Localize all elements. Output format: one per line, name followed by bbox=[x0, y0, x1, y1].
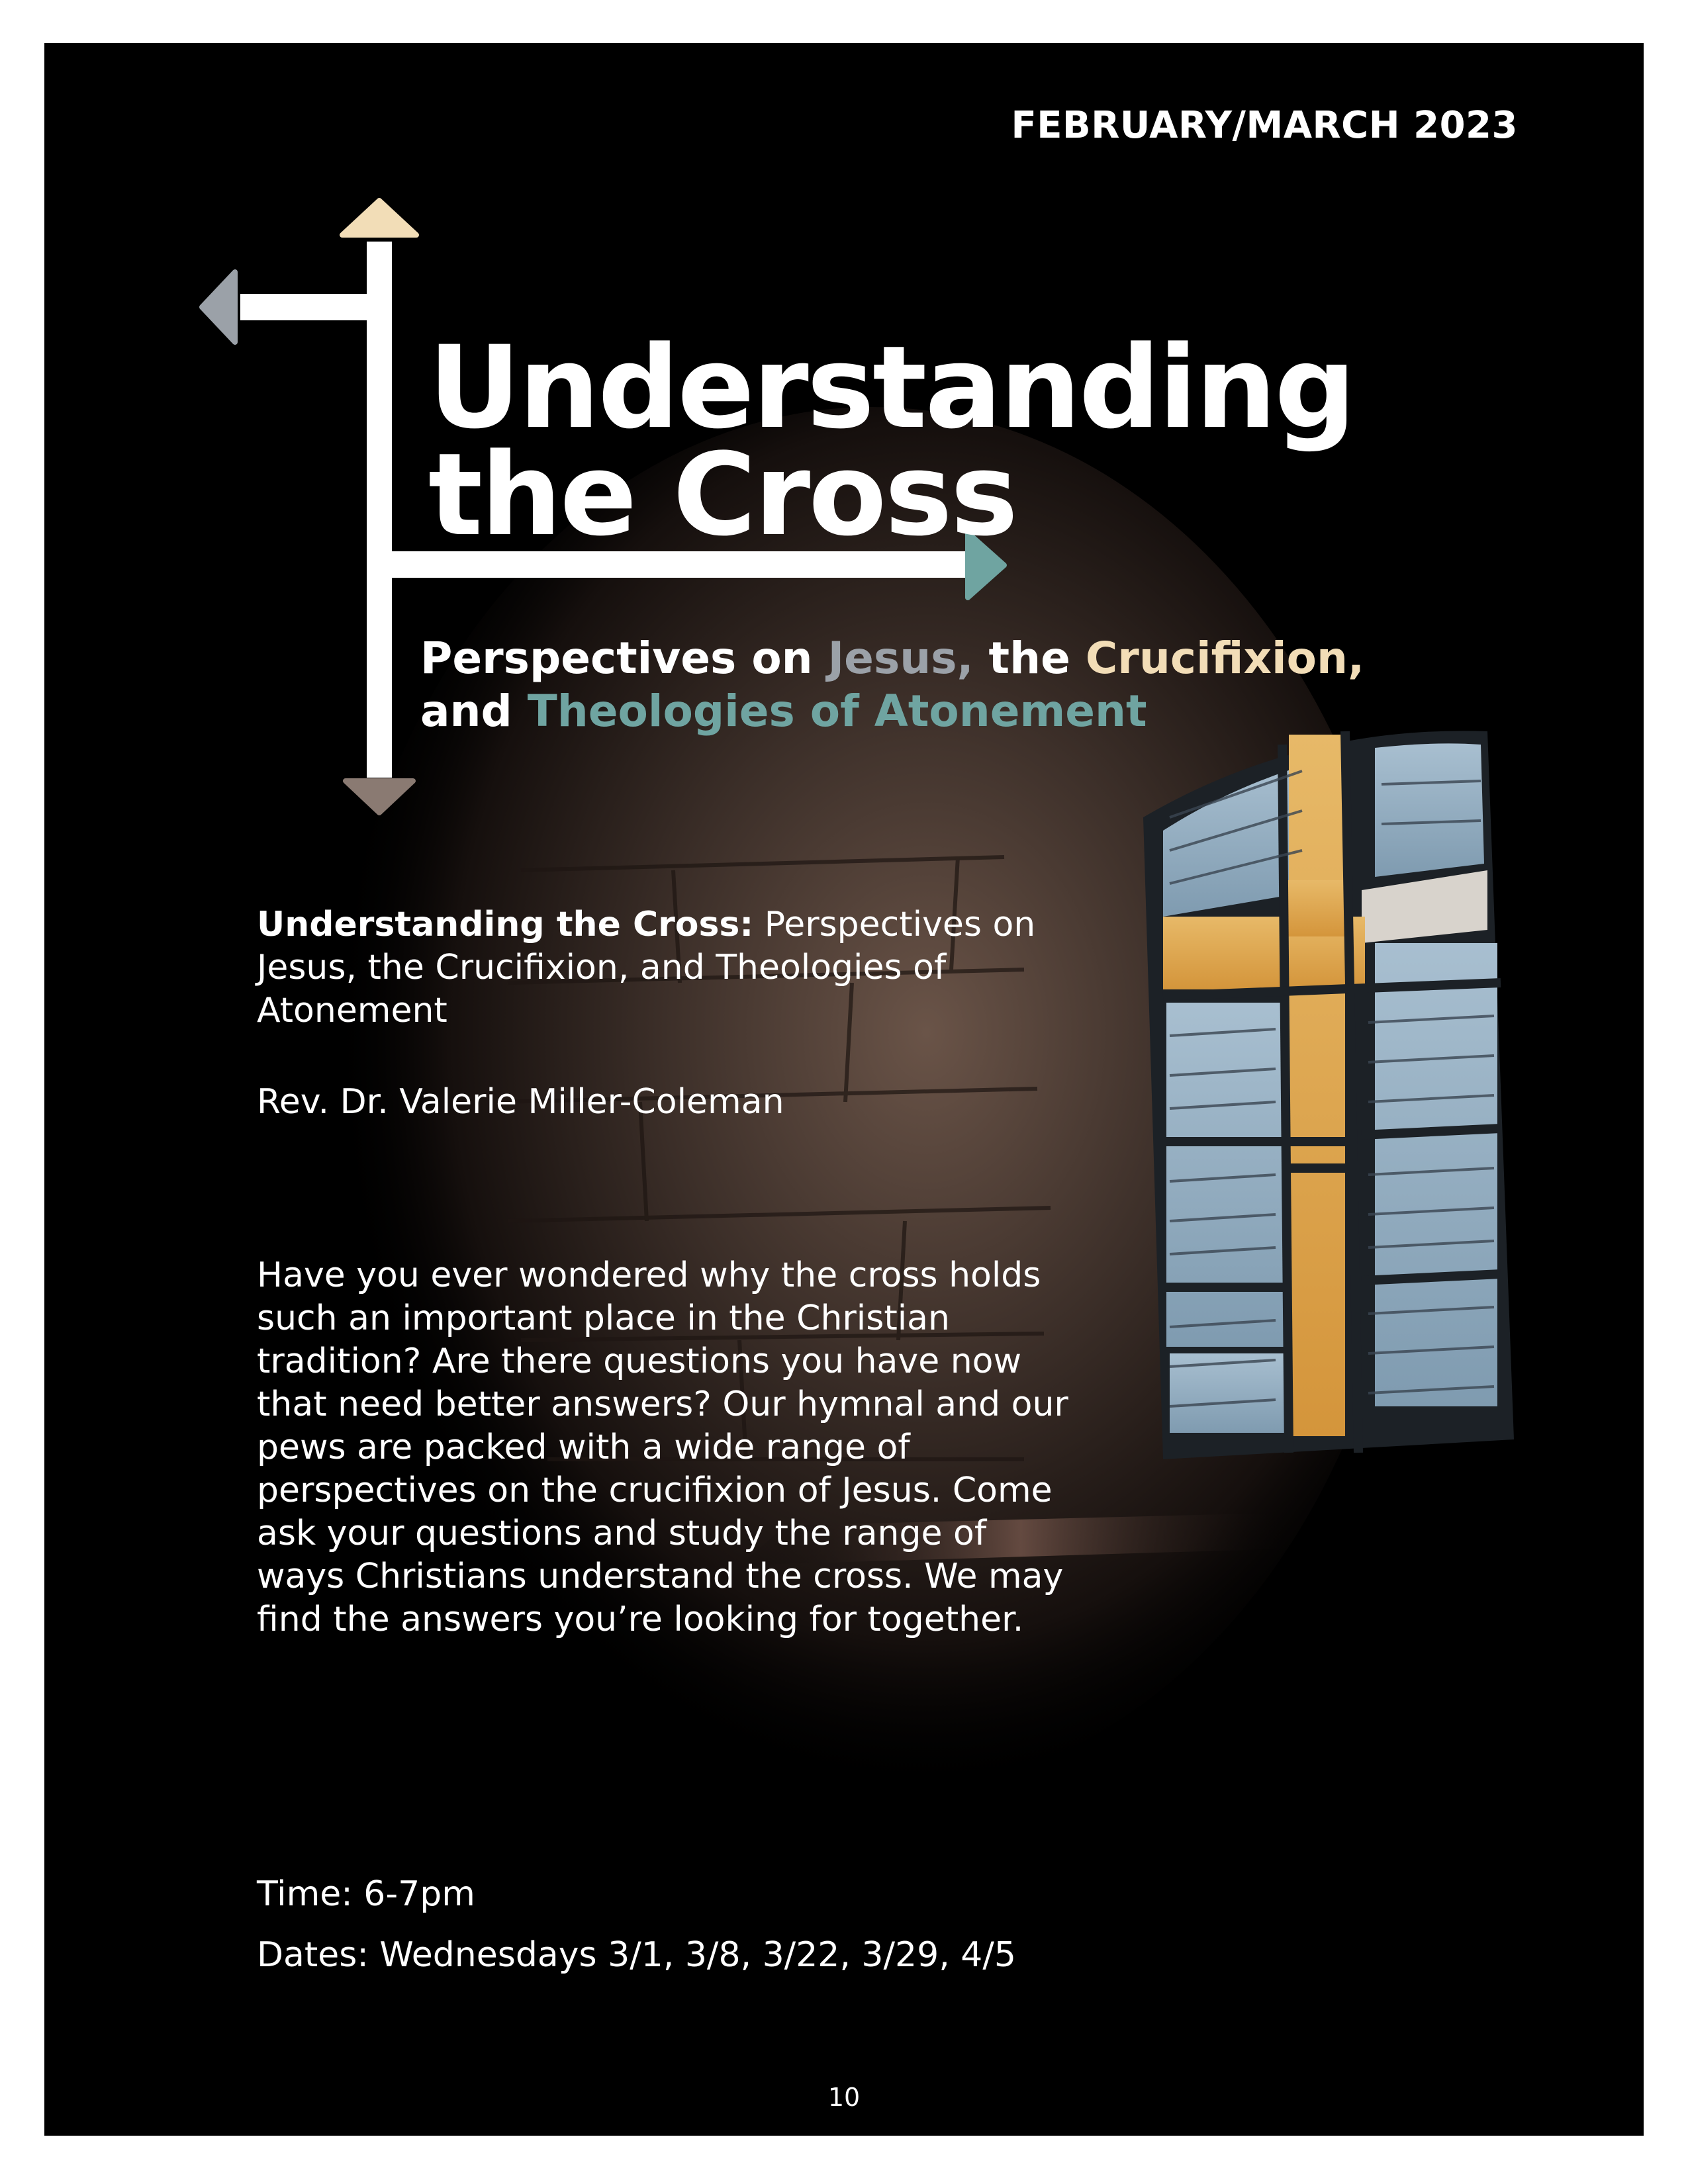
subtitle-part-5: and bbox=[420, 686, 528, 737]
course-name-rest: Perspectives on Jesus, the Crucifixion, and Theologies of Atonement bbox=[257, 905, 1036, 1030]
arrow-left-icon bbox=[202, 272, 235, 342]
flyer-panel bbox=[44, 43, 1644, 2136]
arrow-up-icon bbox=[342, 201, 416, 235]
course-description: Have you ever wondered why the cross holds such an important place in the Christian tradition? Are there questions you have now that need better answers? Our hymnal and our pews are packed with a wide range of perspectives on the crucifixion of Jesus. Come ask your questions and study the range of ways Christians understand the cross. We may find the answers you’re looking for together. bbox=[257, 1255, 1068, 1639]
subtitle-crucifixion: Crucifixion, bbox=[1085, 633, 1365, 684]
subtitle-part-3: the bbox=[973, 633, 1086, 684]
subtitle-jesus: Jesus, bbox=[827, 633, 974, 684]
subtitle-atonement: Theologies of Atonement bbox=[527, 686, 1147, 737]
title-line-2: the Cross bbox=[428, 428, 1017, 561]
subtitle-part-1: Perspectives on bbox=[420, 633, 828, 684]
arrow-down-icon bbox=[346, 781, 413, 813]
issue-date: FEBRUARY/MARCH 2023 bbox=[1011, 104, 1518, 147]
course-heading bbox=[257, 903, 1117, 1032]
page-number: 10 bbox=[827, 2083, 861, 2112]
course-name: Understanding the Cross: bbox=[257, 905, 754, 944]
course-dates: Dates: Wednesdays 3/1, 3/8, 3/22, 3/29, 4/5 bbox=[257, 1935, 1016, 1975]
page-title bbox=[428, 321, 1354, 561]
subtitle bbox=[420, 632, 1413, 738]
title-line-1: Understanding bbox=[428, 321, 1354, 454]
instructor-name: Rev. Dr. Valerie Miller-Coleman bbox=[257, 1082, 784, 1122]
course-time: Time: 6-7pm bbox=[257, 1874, 475, 1914]
